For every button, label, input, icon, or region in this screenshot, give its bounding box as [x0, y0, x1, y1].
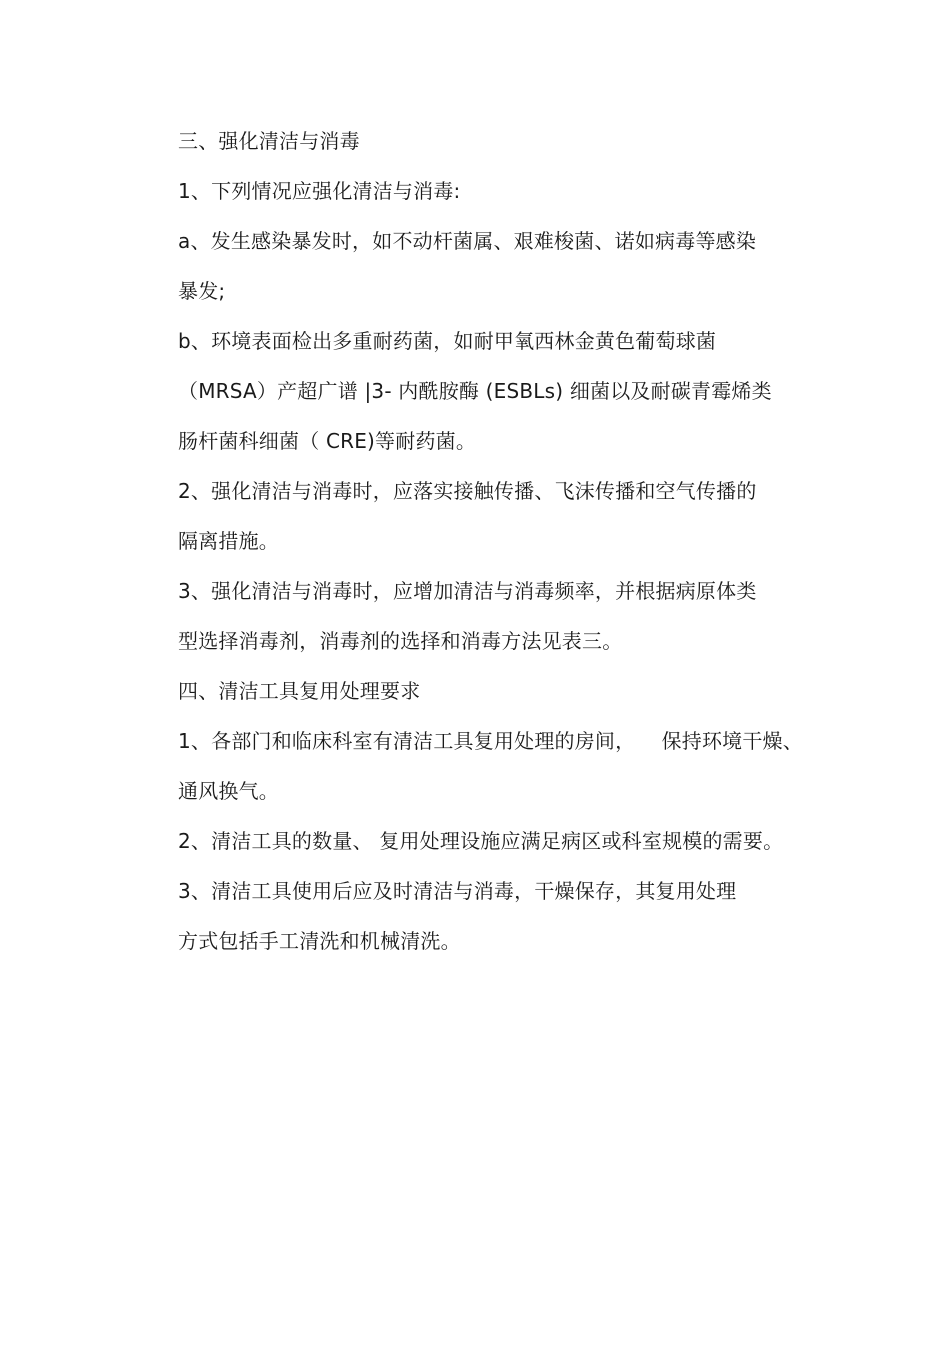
section-heading-4: 四、清洁工具复用处理要求	[178, 679, 421, 703]
paragraph-line: 方式包括手工清洗和机械清洗。	[178, 929, 461, 953]
paragraph-line: 隔离措施。	[178, 529, 279, 553]
paragraph-line: 1、下列情况应强化清洁与消毒:	[178, 179, 461, 203]
paragraph-line: 3、清洁工具使用后应及时清洁与消毒，干燥保存，其复用处理	[178, 879, 737, 903]
section-heading-3: 三、强化清洁与消毒	[178, 129, 360, 153]
paragraph-line: 3、强化清洁与消毒时，应增加清洁与消毒频率，并根据病原体类	[178, 579, 757, 603]
paragraph-line: 2、清洁工具的数量、 复用处理设施应满足病区或科室规模的需要。	[178, 829, 784, 853]
paragraph-line: 2、强化清洁与消毒时，应落实接触传播、飞沫传播和空气传播的	[178, 479, 757, 503]
paragraph-line: b、环境表面检出多重耐药菌，如耐甲氧西林金黄色葡萄球菌	[178, 329, 717, 353]
paragraph-line: 暴发;	[178, 279, 226, 303]
paragraph-line: a、发生感染暴发时，如不动杆菌属、艰难梭菌、诺如病毒等感染	[178, 229, 757, 253]
paragraph-line: （MRSA）产超广谱 |3- 内酰胺酶 (ESBLs) 细菌以及耐碳青霉烯类	[178, 379, 772, 403]
paragraph-line: 肠杆菌科细菌（ CRE)等耐药菌。	[178, 429, 477, 453]
paragraph-line: 1、各部门和临床科室有清洁工具复用处理的房间， 保持环境干燥、	[178, 729, 803, 753]
paragraph-line: 型选择消毒剂，消毒剂的选择和消毒方法见表三。	[178, 629, 623, 653]
paragraph-line: 通风换气。	[178, 779, 279, 803]
